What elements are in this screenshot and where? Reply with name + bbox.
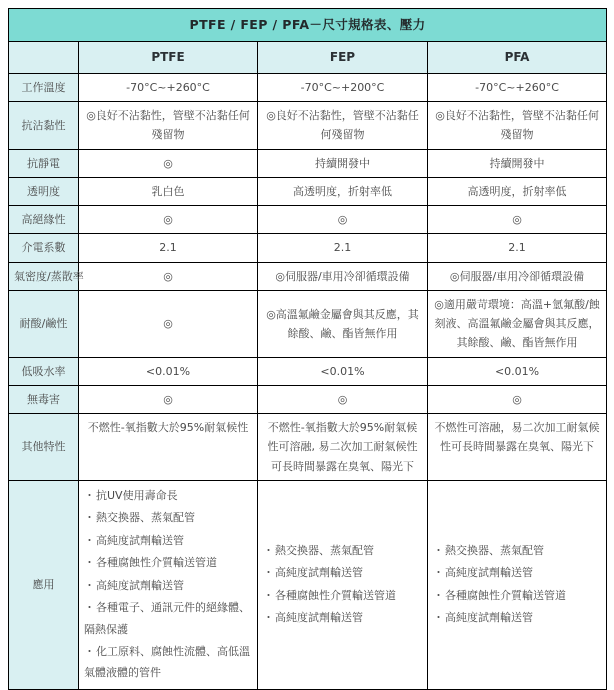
cell-fep: <0.01% bbox=[258, 357, 428, 385]
list-item: ・ 高純度試劑輸送管 bbox=[84, 575, 252, 596]
cell-fep: ◎ bbox=[258, 206, 428, 234]
cell-fep: 2.1 bbox=[258, 234, 428, 262]
table-row bbox=[9, 206, 607, 234]
row-label: 無毒害 bbox=[9, 385, 79, 413]
cell-pfa: ◎ bbox=[428, 206, 607, 234]
table-column-header-row bbox=[9, 41, 607, 73]
column-header-pfa: PFA bbox=[428, 41, 607, 73]
cell-ptfe: -70°C~+260°C bbox=[79, 73, 258, 101]
column-header-fep: FEP bbox=[258, 41, 428, 73]
list-item: ・ 熱交換器、蒸氣配管 bbox=[433, 540, 601, 561]
corner-cell bbox=[9, 41, 79, 73]
cell-fep: ◎伺服器/車用冷卻循環設備 bbox=[258, 262, 428, 290]
application-list-ptfe bbox=[84, 485, 252, 684]
application-list-pfa bbox=[433, 540, 601, 629]
spec-comparison-table bbox=[8, 8, 607, 690]
cell-ptfe: ◎ bbox=[79, 290, 258, 357]
page-title: PTFE / FEP / PFA－尺寸規格表、壓力 bbox=[9, 9, 607, 42]
list-item: ・ 化工原料、腐蝕性流體、高低溫氣體液體的管件 bbox=[84, 641, 252, 684]
cell-ptfe: ◎ bbox=[79, 149, 258, 177]
table-row bbox=[9, 73, 607, 101]
list-item: ・ 高純度試劑輸送管 bbox=[433, 607, 601, 628]
row-label: 低吸水率 bbox=[9, 357, 79, 385]
cell-pfa: ◎適用嚴苛環境：高溫+氫氟酸/蝕刻液、高溫氟鹼金屬會與其反應，其餘酸、鹼、酯皆無作用 bbox=[428, 290, 607, 357]
list-item: ・ 各種腐蝕性介質輸送管道 bbox=[84, 552, 252, 573]
cell-pfa bbox=[428, 480, 607, 689]
list-item: ・ 熱交換器、蒸氣配管 bbox=[263, 540, 422, 561]
row-label: 透明度 bbox=[9, 177, 79, 205]
column-header-ptfe: PTFE bbox=[79, 41, 258, 73]
application-list-fep bbox=[263, 540, 422, 629]
cell-pfa: 2.1 bbox=[428, 234, 607, 262]
row-label: 應用 bbox=[9, 480, 79, 689]
row-label: 工作溫度 bbox=[9, 73, 79, 101]
list-item: ・ 高純度試劑輸送管 bbox=[433, 562, 601, 583]
list-item: ・ 抗UV使用壽命長 bbox=[84, 485, 252, 506]
list-item: ・ 熱交換器、蒸氣配管 bbox=[84, 507, 252, 528]
list-item: ・ 高純度試劑輸送管 bbox=[263, 607, 422, 628]
cell-fep: ◎良好不沾黏性，管壁不沾黏任何殘留物 bbox=[258, 102, 428, 150]
cell-fep: ◎ bbox=[258, 385, 428, 413]
table-row bbox=[9, 234, 607, 262]
cell-ptfe: ◎良好不沾黏性，管壁不沾黏任何殘留物 bbox=[79, 102, 258, 150]
cell-ptfe: 乳白色 bbox=[79, 177, 258, 205]
cell-pfa: 不燃性可溶融，易二次加工耐氣候性可長時間暴露在臭氧、陽光下 bbox=[428, 414, 607, 481]
table-row bbox=[9, 262, 607, 290]
cell-ptfe: <0.01% bbox=[79, 357, 258, 385]
table-row bbox=[9, 102, 607, 150]
table-row bbox=[9, 149, 607, 177]
list-item: ・ 各種電子、通訊元件的絕緣體、隔熱保護 bbox=[84, 597, 252, 640]
cell-pfa: ◎ bbox=[428, 385, 607, 413]
list-item: ・ 各種腐蝕性介質輸送管道 bbox=[263, 585, 422, 606]
table-row bbox=[9, 357, 607, 385]
list-item: ・ 各種腐蝕性介質輸送管道 bbox=[433, 585, 601, 606]
cell-pfa: ◎良好不沾黏性，管壁不沾黏任何殘留物 bbox=[428, 102, 607, 150]
row-label: 氣密度/蒸散率 bbox=[9, 262, 79, 290]
cell-ptfe: 2.1 bbox=[79, 234, 258, 262]
cell-pfa: 高透明度，折射率低 bbox=[428, 177, 607, 205]
table-row bbox=[9, 177, 607, 205]
row-label: 抗沾黏性 bbox=[9, 102, 79, 150]
table-row bbox=[9, 385, 607, 413]
cell-fep: ◎高溫氟鹼金屬會與其反應，其餘酸、鹼、酯皆無作用 bbox=[258, 290, 428, 357]
row-label: 其他特性 bbox=[9, 414, 79, 481]
table-row bbox=[9, 414, 607, 481]
cell-pfa: 持續開發中 bbox=[428, 149, 607, 177]
row-label: 抗靜電 bbox=[9, 149, 79, 177]
table-body bbox=[9, 73, 607, 689]
row-label: 高絕緣性 bbox=[9, 206, 79, 234]
cell-fep: 不燃性-氧指數大於95%耐氣候性可溶融, 易二次加工耐氣候性可長時間暴露在臭氧、陽光下 bbox=[258, 414, 428, 481]
cell-ptfe: 不燃性-氧指數大於95%耐氣候性 bbox=[79, 414, 258, 481]
list-item: ・ 高純度試劑輸送管 bbox=[263, 562, 422, 583]
cell-ptfe bbox=[79, 480, 258, 689]
cell-pfa: -70°C~+260°C bbox=[428, 73, 607, 101]
cell-fep bbox=[258, 480, 428, 689]
table-title-row bbox=[9, 9, 607, 42]
cell-pfa: ◎伺服器/車用冷卻循環設備 bbox=[428, 262, 607, 290]
cell-fep: 高透明度，折射率低 bbox=[258, 177, 428, 205]
table-row bbox=[9, 290, 607, 357]
cell-fep: 持續開發中 bbox=[258, 149, 428, 177]
cell-ptfe: ◎ bbox=[79, 206, 258, 234]
cell-ptfe: ◎ bbox=[79, 385, 258, 413]
list-item: ・ 高純度試劑輸送管 bbox=[84, 530, 252, 551]
row-label: 耐酸/鹼性 bbox=[9, 290, 79, 357]
table-row-application bbox=[9, 480, 607, 689]
row-label: 介電系數 bbox=[9, 234, 79, 262]
cell-pfa: <0.01% bbox=[428, 357, 607, 385]
cell-ptfe: ◎ bbox=[79, 262, 258, 290]
cell-fep: -70°C~+200°C bbox=[258, 73, 428, 101]
